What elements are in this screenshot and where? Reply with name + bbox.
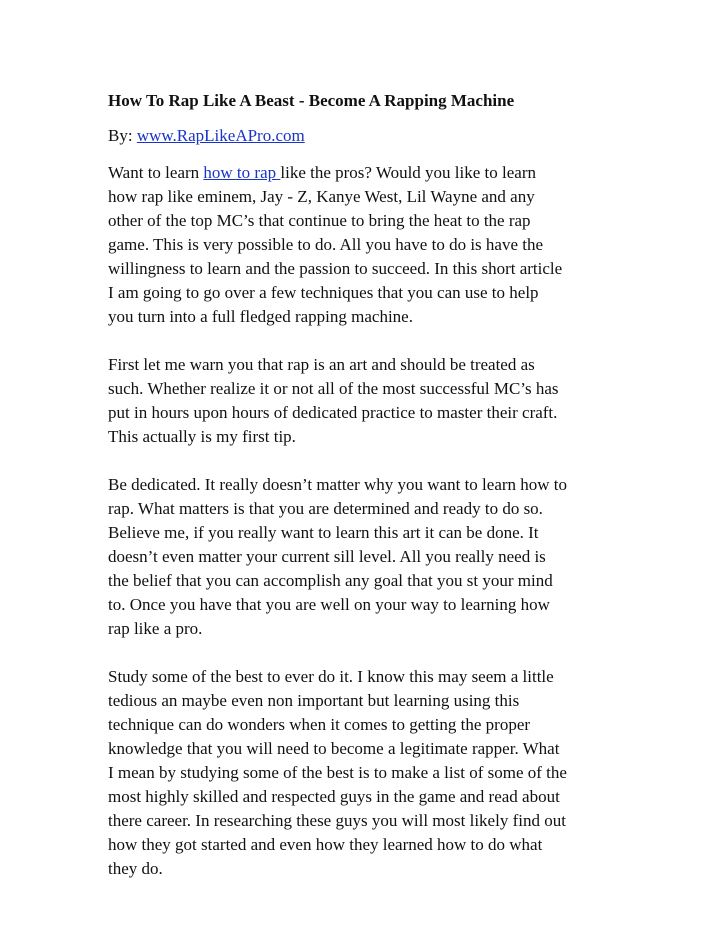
paragraph-2 [108, 353, 658, 449]
paragraph-line: the belief that you can accomplish any goal that you st your mind [108, 571, 553, 590]
paragraph-3 [108, 473, 658, 641]
byline-prefix: By: [108, 126, 137, 145]
paragraph-line: I mean by studying some of the best is to make a list of some of the [108, 763, 567, 782]
paragraph-line: Be dedicated. It really doesn’t matter why you want to learn how to [108, 475, 568, 494]
paragraph-line: willingness to learn and the passion to succeed. In this short article [108, 259, 563, 278]
paragraph-line [108, 161, 658, 185]
paragraph-line: Study some of the best to ever do it. I know this may seem a little [108, 667, 554, 686]
paragraph-line: such. Whether realize it or not all of the most successful MC’s has [108, 379, 559, 398]
paragraph-1 [108, 161, 658, 329]
paragraph-4 [108, 665, 658, 881]
paragraph-line: rap. What matters is that you are determined and ready to do so. [108, 499, 543, 518]
paragraph-line: rap like a pro. [108, 619, 203, 638]
byline [108, 124, 658, 148]
paragraph-line: there career. In researching these guys you will most likely find out [108, 811, 566, 830]
paragraph-line: to. Once you have that you are well on your way to learning how [108, 595, 550, 614]
paragraph-line: how rap like eminem, Jay - Z, Kanye West, Lil Wayne and any [108, 187, 535, 206]
paragraph-line: doesn’t even matter your current sill level. All you really need is [108, 547, 546, 566]
text-segment: like the pros? Would you like to learn [280, 163, 536, 182]
paragraph-line: Believe me, if you really want to learn this art it can be done. It [108, 523, 539, 542]
paragraph-spacer [108, 449, 658, 473]
paragraph-line: put in hours upon hours of dedicated practice to master their craft. [108, 403, 558, 422]
paragraph-line: This actually is my first tip. [108, 427, 296, 446]
paragraph-line: game. This is very possible to do. All you have to do is have the [108, 235, 544, 254]
page-title: How To Rap Like A Beast - Become A Rapping Machine [108, 91, 515, 110]
paragraph-line: technique can do wonders when it comes to getting the proper [108, 715, 531, 734]
text-segment: Want to learn [108, 163, 204, 182]
paragraph-line: most highly skilled and respected guys in the game and read about [108, 787, 560, 806]
how-to-rap-link[interactable]: how to rap [203, 163, 281, 182]
paragraph-spacer [108, 329, 658, 353]
paragraph-line: other of the top MC’s that continue to bring the heat to the rap [108, 211, 531, 230]
paragraph-line: First let me warn you that rap is an art and should be treated as [108, 355, 535, 374]
paragraph-spacer [108, 641, 658, 665]
paragraph-line: knowledge that you will need to become a legitimate rapper. What [108, 739, 560, 758]
paragraph-line: how they got started and even how they learned how to do what [108, 835, 543, 854]
article-body [108, 161, 658, 881]
paragraph-line: tedious an maybe even non important but learning using this [108, 691, 520, 710]
paragraph-line: I am going to go over a few techniques that you can use to help [108, 283, 539, 302]
paragraph-line: you turn into a full fledged rapping machine. [108, 307, 413, 326]
author-site-link[interactable]: www.RapLikeAPro.com [136, 126, 305, 145]
paragraph-line: they do. [108, 859, 163, 878]
